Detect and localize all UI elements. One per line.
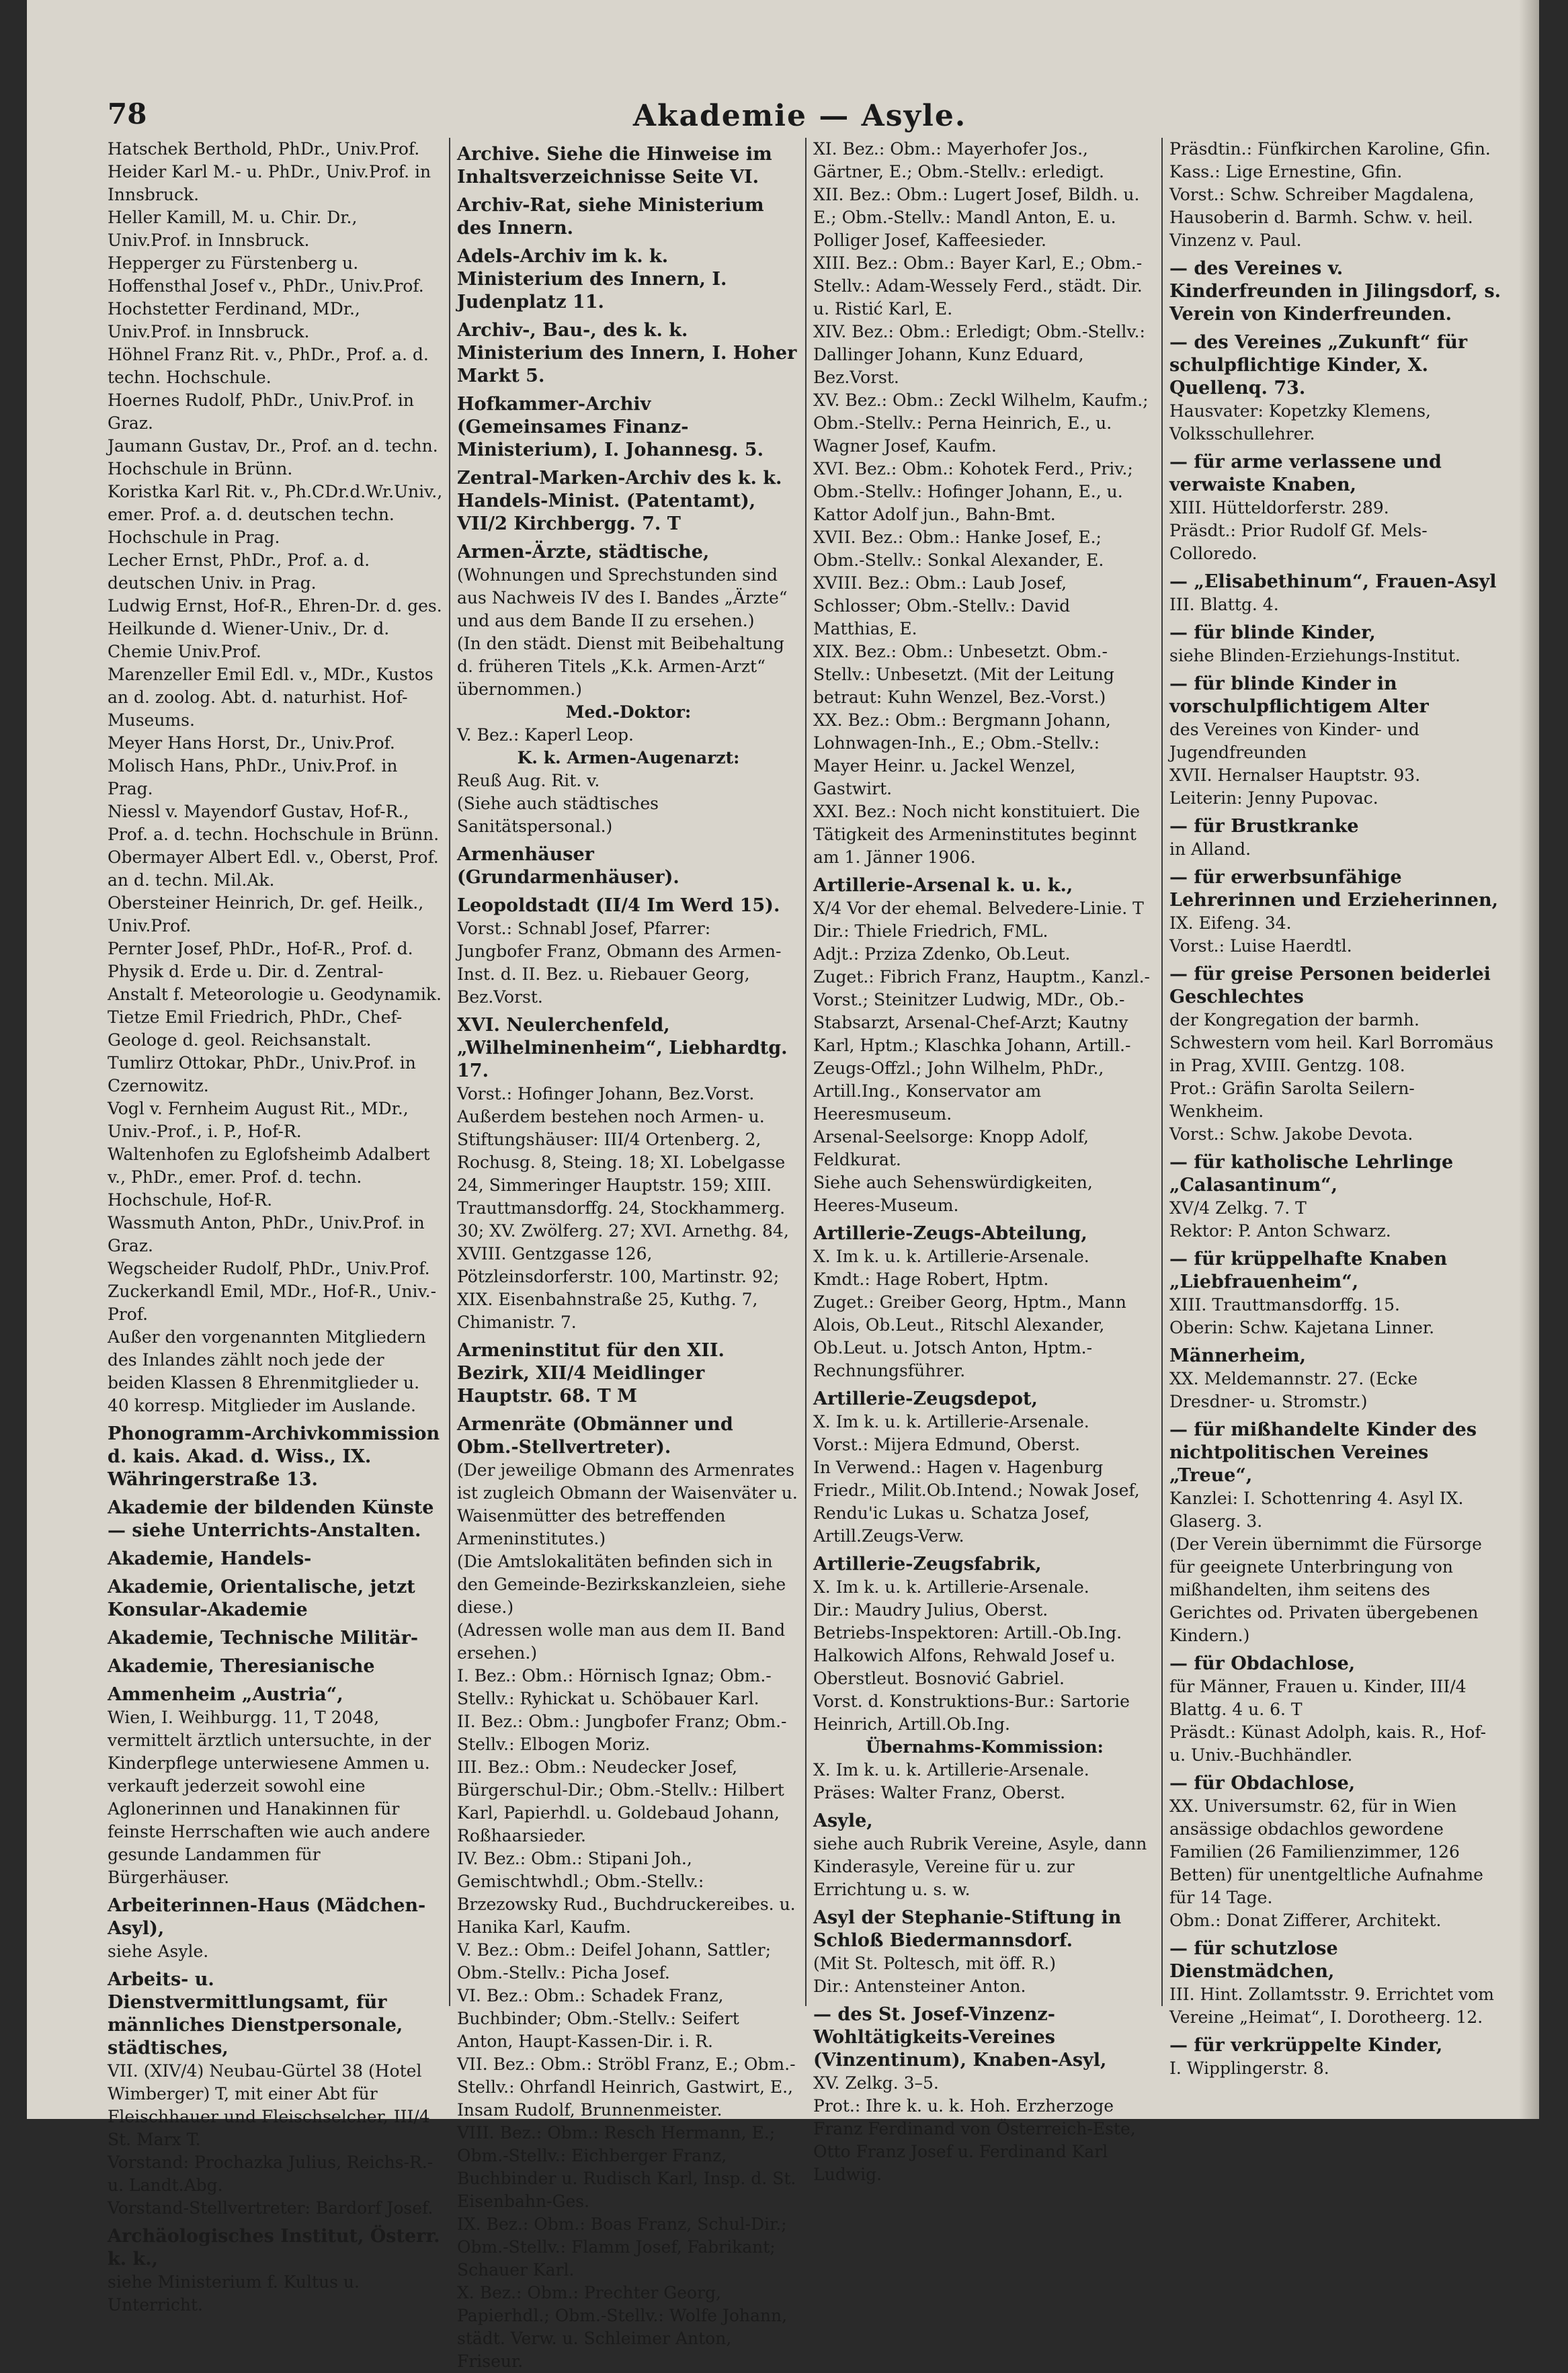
column-entry: (Adressen wolle man aus dem II. Band ersehen.) (457, 1620, 786, 1663)
column-entry: Hausvater: Kopetzky Klemens, Volksschullehrer. (1169, 401, 1431, 444)
column-entry: Hofkammer-Archiv (Gemeinsames Finanz-Ministerium), I. Johannesg. 5. (457, 394, 764, 460)
column-entry: (In den städt. Dienst mit Beibehaltung d. früheren Titels „K.k. Armen-Arzt“ übernommen.) (457, 634, 784, 699)
column-entry: siehe Blinden-Erziehungs-Institut. (1169, 646, 1461, 665)
column-entry: Asyl der Stephanie-Stiftung in Schloß Biedermannsdorf. (813, 1907, 1122, 1951)
column-entry: Übernahms-Kommission: (866, 1737, 1104, 1757)
column-entry: Arsenal-Seelsorge: Knopp Adolf, Feldkurat. (813, 1127, 1089, 1169)
column-entry: Archiv-Rat, siehe Ministerium des Innern. (457, 195, 764, 239)
column-entry: Asyle, (813, 1810, 873, 1831)
column-entry: Männerheim, (1169, 1345, 1307, 1366)
column-entry: für Männer, Frauen u. Kinder, III/4 Blattg. 4 u. 6. T (1169, 1677, 1467, 1719)
running-head: Akademie — Asyle. (632, 99, 967, 133)
column-entry: XIX. Bez.: Obm.: Unbesetzt. Obm.-Stellv.: Unbesetzt. (Mit der Leitung betraut: Kuhn Wenzel, Bez.-Vorst.) (813, 642, 1114, 707)
column-entry: — für blinde Kinder in vorschulpflichtigem Alter (1169, 673, 1429, 717)
column-entry: siehe auch Rubrik Vereine, Asyle, dann Kinderasyle, Vereine für u. zur Errichtung u. s. w. (813, 1834, 1147, 1899)
text-column-4 (1169, 138, 1505, 2087)
column-entry: — für Obdachlose, (1169, 1653, 1356, 1674)
document-page (27, 0, 1539, 2371)
column-entry: In Verwend.: Hagen v. Hagenburg Friedr., Milit.Ob.Intend.; Nowak Josef, Rendu'ic Lukas u. Schatza Josef, Artill.Zeugs-Verw. (813, 1458, 1140, 1546)
column-entry: Vorst.: Schw. Schreiber Magdalena, Hausoberin d. Barmh. Schw. v. heil. Vinzenz v. Paul. (1169, 185, 1475, 250)
page-edge (1519, 0, 1539, 2119)
column-entry: Artillerie-Zeugs-Abteilung, (813, 1223, 1087, 1244)
column-entry: K. k. Armen-Augenarzt: (517, 748, 740, 767)
column-entry: Wassmuth Anton, PhDr., Univ.Prof. in Graz. (108, 1213, 425, 1255)
column-entry: Artillerie-Zeugsfabrik, (813, 1554, 1042, 1575)
column-entry: Heider Karl M.- u. PhDr., Univ.Prof. in Innsbruck. (108, 162, 431, 204)
column-entry: Molisch Hans, PhDr., Univ.Prof. in Prag. (108, 756, 398, 798)
column-entry: Adjt.: Prziza Zdenko, Ob.Leut. (813, 944, 1071, 964)
column-entry: Zentral-Marken-Archiv des k. k. Handels-Minist. (Patentamt), VII/2 Kirchbergg. 7. T (457, 468, 782, 534)
column-entry: Prot.: Ihre k. u. k. Hoh. Erzherzoge Franz Ferdinand von Österreich-Este, Otto Franz Josef u. Ferdinand Karl Ludwig. (813, 2096, 1136, 2184)
column-entry: Vorst.: Mijera Edmund, Oberst. (813, 1435, 1081, 1454)
column-entry: Arbeiterinnen-Haus (Mädchen-Asyl), (108, 1895, 426, 1939)
column-entry: VIII. Bez.: Obm.: Resch Hermann, E.; Obm.-Stellv.: Eichberger Franz, Buchbinder u. Rudisch Karl, Insp. d. St. Eisenbahn-Ges. (457, 2123, 796, 2211)
column-entry: Vorstand-Stellvertreter: Bardorf Josef. (108, 2198, 434, 2218)
column-entry: Siehe auch Sehenswürdigkeiten, Heeres-Museum. (813, 1173, 1093, 1215)
column-entry: X. Im k. u. k. Artillerie-Arsenale. (813, 1577, 1089, 1597)
column-entry: Wegscheider Rudolf, PhDr., Univ.Prof. (108, 1259, 430, 1278)
column-entry: des Vereines von Kinder- und Jugendfreunden (1169, 720, 1419, 762)
column-rule (1161, 138, 1163, 2006)
column-entry: Koristka Karl Rit. v., Ph.CDr.d.Wr.Univ., emer. Prof. a. d. deutschen techn. Hochschule in Prag. (108, 482, 443, 547)
column-entry: — für mißhandelte Kinder des nichtpolitischen Vereines „Treue“, (1169, 1419, 1477, 1486)
column-entry: Obermayer Albert Edl. v., Oberst, Prof. an d. techn. Mil.Ak. (108, 847, 439, 890)
column-entry: Kanzlei: I. Schottenring 4. Asyl IX. Glaserg. 3. (1169, 1489, 1464, 1531)
column-entry: Vorstand: Prochazka Julius, Reichs-R.-u. Landt.Abg. (108, 2153, 434, 2195)
column-entry: XVI. Neulerchenfeld, „Wilhelminenheim“, Liebhardtg. 17. (457, 1015, 788, 1081)
column-entry: Akademie, Orientalische, jetzt Konsular-Akademie (108, 1577, 415, 1620)
column-entry: — für blinde Kinder, (1169, 622, 1376, 643)
column-entry: Lecher Ernst, PhDr., Prof. a. d. deutschen Univ. in Prag. (108, 550, 370, 593)
column-entry: Leiterin: Jenny Pupovac. (1169, 788, 1378, 808)
column-entry: IV. Bez.: Obm.: Stipani Joh., Gemischtwhdl.; Obm.-Stellv.: Brzezowsky Rud., Buchdruckereibes. u. Hanika Karl, Kaufm. (457, 1849, 796, 1937)
column-entry: V. Bez.: Kaperl Leop. (457, 725, 634, 745)
column-entry: — für verkrüppelte Kinder, (1169, 2035, 1443, 2056)
column-entry: XXI. Bez.: Noch nicht konstituiert. Die Tätigkeit des Armeninstitutes beginnt am 1. Jänner 1906. (813, 802, 1141, 867)
page-number: 78 (108, 97, 147, 130)
column-entry: I. Wipplingerstr. 8. (1169, 2058, 1329, 2078)
column-entry: Vorst. d. Konstruktions-Bur.: Sartorie Heinrich, Artill.Ob.Ing. (813, 1692, 1130, 1734)
text-column-2 (457, 138, 800, 2371)
column-entry: V. Bez.: Obm.: Deifel Johann, Sattler; Obm.-Stellv.: Picha Josef. (457, 1940, 772, 1983)
text-column-3 (813, 138, 1156, 2184)
column-entry: XVIII. Bez.: Obm.: Laub Josef, Schlosser; Obm.-Stellv.: David Matthias, E. (813, 573, 1071, 638)
column-entry: VII. (XIV/4) Neubau-Gürtel 38 (Hotel Wimberger) T, mit einer Abt für Fleischhauer und Fleischselcher, III/4 St. Marx T. (108, 2061, 430, 2149)
column-entry: Tietze Emil Friedrich, PhDr., Chef-Geologe d. geol. Reichsanstalt. (108, 1007, 403, 1050)
column-entry: Präsdt.: Künast Adolph, kais. R., Hof- u. Univ.-Buchhändler. (1169, 1722, 1487, 1765)
column-entry: — „Elisabethinum“, Frauen-Asyl (1169, 571, 1497, 592)
page-header (108, 91, 1492, 138)
column-entry: Armenhäuser (Grundarmenhäuser). (457, 844, 679, 888)
column-entry: (Der jeweilige Obmann des Armenrates ist zugleich Obmann der Waisenväter u. Waisenmütter des betreffenden Armeninstitutes.) (457, 1460, 798, 1548)
column-entry: Zuckerkandl Emil, MDr., Hof-R., Univ.-Prof. (108, 1282, 437, 1324)
column-entry: VI. Bez.: Obm.: Schadek Franz, Buchbinder; Obm.-Stellv.: Seifert Anton, Haupt-Kassen-Dir. i. R. (457, 1986, 739, 2051)
column-entry: Prot.: Gräfin Sarolta Seilern-Wenkheim. (1169, 1079, 1415, 1121)
column-entry: — für arme verlassene und verwaiste Knaben, (1169, 452, 1442, 495)
column-entry: XIII. Hütteldorferstr. 289. (1169, 498, 1389, 517)
column-entry: Kass.: Lige Ernestine, Gfin. (1169, 162, 1403, 181)
column-entry: Präses: Walter Franz, Oberst. (813, 1783, 1066, 1802)
column-entry: Armenräte (Obmänner und Obm.-Stellvertreter). (457, 1414, 733, 1458)
column-entry: Akademie, Technische Militär- (108, 1628, 419, 1649)
column-entry: Oberin: Schw. Kajetana Linner. (1169, 1318, 1435, 1337)
column-entry: III. Bez.: Obm.: Neudecker Josef, Bürgerschul-Dir.; Obm.-Stellv.: Hilbert Karl, Papierhdl. u. Goldebaud Johann, Roßhaarsieder. (457, 1757, 784, 1845)
column-entry: Meyer Hans Horst, Dr., Univ.Prof. (108, 733, 395, 753)
column-entry: X. Im k. u. k. Artillerie-Arsenale. (813, 1247, 1089, 1266)
column-entry: Außerdem bestehen noch Armen- u. Stiftungshäuser: III/4 Ortenberg. 2, Rochusg. 8, Steing. 18; XI. Lobelgasse 24, Simmeringer Hauptstr. 159; XIII. Trauttmansdorffg. 24, Stockhammerg. 30; XV. Zwölferg. 27; XVI. Arnethg. 84, XVIII. Gentzgasse 126, Pötzleinsdorferstr. 100, Martinstr. 92; XIX. Eisenbahnstraße 25, Kuthg. 7, Chimanistr. 7. (457, 1107, 789, 1332)
column-entry: X/4 Vor der ehemal. Belvedere-Linie. T (813, 899, 1144, 918)
column-entry: Präsdtin.: Fünfkirchen Karoline, Gfin. (1169, 139, 1491, 159)
column-entry: Außer den vorgenannten Mitgliedern des Inlandes zählt noch jede der beiden Klassen 8 Ehrenmitglieder u. 40 korresp. Mitglieder im Auslande. (108, 1327, 426, 1415)
column-entry: Zuget.: Fibrich Franz, Hauptm., Kanzl.-Vorst.; Steinitzer Ludwig, MDr., Ob.-Stabsarzt, Arsenal-Chef-Arzt; Kautny Karl, Hptm.; Klaschka Johann, Artill.-Zeugs-Offzl.; John Wilhelm, PhDr., Artill.Ing., Konservator am Heeresmuseum. (813, 967, 1150, 1124)
column-entry: I. Bez.: Obm.: Hörnisch Ignaz; Obm.-Stellv.: Ryhickat u. Schöbauer Karl. (457, 1666, 772, 1708)
column-entry: Adels-Archiv im k. k. Ministerium des Innern, I. Judenplatz 11. (457, 246, 727, 313)
column-entry: (Wohnungen und Sprechstunden sind aus Nachweis IV des I. Bandes „Ärzte“ und aus dem Bande II zu ersehen.) (457, 565, 788, 630)
column-entry: XVII. Hernalser Hauptstr. 93. (1169, 765, 1421, 785)
column-entry: X. Bez.: Obm.: Prechter Georg, Papierhdl.; Obm.-Stellv.: Wolfe Johann, städt. Verw. u. Schleimer Anton, Friseur. (457, 2283, 788, 2371)
column-entry: Archäologisches Institut, Österr. k. k., (108, 2226, 440, 2270)
column-entry: XIII. Bez.: Obm.: Bayer Karl, E.; Obm.-Stellv.: Adam-Wessely Ferd., städt. Dir. u. Ristić Karl, E. (813, 253, 1143, 319)
column-entry: Obm.: Donat Zifferer, Architekt. (1169, 1911, 1442, 1930)
column-entry: — des St. Josef-Vinzenz-Wohltätigkeits-Vereines (Vinzentinum), Knaben-Asyl, (813, 2004, 1107, 2071)
column-entry: Hoernes Rudolf, PhDr., Univ.Prof. in Graz. (108, 390, 414, 433)
column-entry: in Alland. (1169, 839, 1251, 859)
column-entry: (Der Verein übernimmt die Fürsorge für geeignete Unterbringung von mißhandelten, ihm seitens des Gerichtes od. Privaten übergebenen Kindern.) (1169, 1534, 1482, 1645)
column-entry: XV. Zelkg. 3–5. (813, 2073, 939, 2093)
column-entry: Phonogramm-Archivkommission d. kais. Akad. d. Wiss., IX. Währingerstraße 13. (108, 1423, 440, 1490)
column-entry: Obersteiner Heinrich, Dr. gef. Heilk., Univ.Prof. (108, 893, 424, 935)
column-entry: Archiv-, Bau-, des k. k. Ministerium des Innern, I. Hoher Markt 5. (457, 320, 797, 386)
column-entry: XII. Bez.: Obm.: Lugert Josef, Bildh. u. E.; Obm.-Stellv.: Mandl Anton, E. u. Polliger Josef, Kaffeesieder. (813, 185, 1140, 250)
column-entry: III. Hint. Zollamtsstr. 9. Errichtet vom Vereine „Heimat“, I. Dorotheerg. 12. (1169, 1985, 1494, 2027)
column-entry: Armen-Ärzte, städtische, (457, 542, 710, 563)
column-entry: Niessl v. Mayendorf Gustav, Hof-R., Prof. a. d. techn. Hochschule in Brünn. (108, 802, 440, 844)
column-entry: Akademie, Handels- (108, 1548, 312, 1569)
column-entry: siehe Ministerium f. Kultus u. Unterricht. (108, 2272, 360, 2315)
column-entry: (Siehe auch städtisches Sanitätspersonal.) (457, 794, 659, 836)
column-entry: Artillerie-Arsenal k. u. k., (813, 875, 1073, 896)
column-entry: — für schutzlose Dienstmädchen, (1169, 1938, 1338, 1982)
text-column-1 (108, 138, 444, 2315)
column-entry: der Kongregation der barmh. Schwestern vom heil. Karl Borromäus in Prag, XVIII. Gentzg. 108. (1169, 1010, 1494, 1075)
column-entry: Zuget.: Greiber Georg, Hptm., Mann Alois, Ob.Leut., Ritschl Alexander, Ob.Leut. u. Jotsch Anton, Hptm.-Rechnungsführer. (813, 1292, 1126, 1380)
column-entry: Vorst.: Hofinger Johann, Bez.Vorst. (457, 1084, 755, 1104)
column-entry: siehe Asyle. (108, 1942, 209, 1961)
column-entry: Tumlirz Ottokar, PhDr., Univ.Prof. in Czernowitz. (108, 1053, 416, 1095)
column-entry: III. Blattg. 4. (1169, 595, 1279, 614)
column-entry: Wien, I. Weihburgg. 11, T 2048, vermittelt ärztlich untersuchte, in der Kinderpflege unterwiesene Ammen u. verkauft jederzeit sowohl eine Aglonerinnen und Hanakinnen für feinste Herrschaften wie auch andere gesunde Landammen für Bürgerhäuser. (108, 1708, 431, 1887)
column-entry: Reuß Aug. Rit. v. (457, 771, 600, 790)
column-entry: Akademie, Theresianische (108, 1656, 375, 1677)
column-entry: — für Brustkranke (1169, 816, 1359, 837)
column-entry: XI. Bez.: Obm.: Mayerhofer Jos., Gärtner, E.; Obm.-Stellv.: erledigt. (813, 139, 1104, 181)
column-entry: IX. Eifeng. 34. (1169, 913, 1292, 933)
column-entry: Med.-Doktor: (565, 702, 692, 722)
column-entry: XV. Bez.: Obm.: Zeckl Wilhelm, Kaufm.; Obm.-Stellv.: Perna Heinrich, E., u. Wagner Josef, Kaufm. (813, 390, 1149, 456)
column-entry: — des Vereines „Zukunft“ für schulpflichtige Kinder, X. Quellenq. 73. (1169, 332, 1468, 399)
column-rule (449, 138, 450, 2006)
column-entry: (Mit St. Poltesch, mit öff. R.) (813, 1954, 1056, 1973)
column-entry: — für krüppelhafte Knaben „Liebfrauenheim“, (1169, 1249, 1448, 1292)
column-entry: — für katholische Lehrlinge „Calasantinum“, (1169, 1152, 1454, 1196)
column-entry: Archive. Siehe die Hinweise im Inhaltsverzeichnisse Seite VI. (457, 144, 772, 188)
column-entry: Hepperger zu Fürstenberg u. Hoffensthal Josef v., PhDr., Univ.Prof. (108, 253, 424, 296)
column-entry: Jaumann Gustav, Dr., Prof. an d. techn. Hochschule in Brünn. (108, 436, 438, 478)
column-entry: II. Bez.: Obm.: Jungbofer Franz; Obm.-Stellv.: Elbogen Moriz. (457, 1712, 787, 1754)
column-entry: X. Im k. u. k. Artillerie-Arsenale. (813, 1760, 1089, 1780)
column-entry: Artillerie-Zeugsdepot, (813, 1388, 1038, 1409)
column-entry: Vorst.: Schw. Jakobe Devota. (1169, 1124, 1413, 1144)
column-entry: — für greise Personen beiderlei Geschlechtes (1169, 964, 1491, 1007)
column-entry: Hochstetter Ferdinand, MDr., Univ.Prof. in Innsbruck. (108, 299, 360, 341)
column-entry: XX. Meldemannstr. 27. (Ecke Dresdner- u. Stromstr.) (1169, 1369, 1418, 1411)
column-entry: Dir.: Thiele Friedrich, FML. (813, 921, 1048, 941)
column-entry: XVII. Bez.: Obm.: Hanke Josef, E.; Obm.-Stellv.: Sonkal Alexander, E. (813, 528, 1104, 570)
column-entry: Akademie der bildenden Künste — siehe Unterrichts-Anstalten. (108, 1497, 434, 1541)
column-entry: (Die Amtslokalitäten befinden sich in den Gemeinde-Bezirkskanzleien, siehe diese.) (457, 1552, 786, 1617)
column-entry: Ammenheim „Austria“, (108, 1684, 343, 1705)
column-entry: Dir.: Maudry Julius, Oberst. (813, 1600, 1048, 1620)
column-entry: XIII. Trauttmansdorffg. 15. (1169, 1295, 1401, 1315)
column-entry: Arbeits- u. Dienstvermittlungsamt, für männliches Dienstpersonale, städtisches, (108, 1969, 403, 2058)
column-entry: XV/4 Zelkg. 7. T (1169, 1198, 1307, 1218)
column-entry: — des Vereines v. Kinderfreunden in Jilingsdorf, s. Verein von Kinderfreunden. (1169, 258, 1501, 325)
column-entry: VII. Bez.: Obm.: Ströbl Franz, E.; Obm.-Stellv.: Ohrfandl Heinrich, Gastwirt, E., Insam Rudolf, Brunnenmeister. (457, 2054, 796, 2120)
column-entry: Rektor: P. Anton Schwarz. (1169, 1221, 1391, 1241)
column-entry: Leopoldstadt (II/4 Im Werd 15). (457, 895, 780, 916)
column-entry: — für Obdachlose, (1169, 1773, 1356, 1794)
column-entry: XX. Universumstr. 62, für in Wien ansässige obdachlos gewordene Familien (26 Familienzimmer, 126 Betten) für unentgeltliche Aufnahme für 14 Tage. (1169, 1796, 1483, 1907)
column-entry: XX. Bez.: Obm.: Bergmann Johann, Lohnwagen-Inh., E.; Obm.-Stellv.: Mayer Heinr. u. Jackel Wenzel, Gastwirt. (813, 710, 1111, 798)
column-rule (805, 138, 807, 2006)
column-entry: Vorst.: Schnabl Josef, Pfarrer: Jungbofer Franz, Obmann des Armen-Inst. d. II. Bez. u. Riebauer Georg, Bez.Vorst. (457, 919, 782, 1007)
column-entry: Marenzeller Emil Edl. v., MDr., Kustos an d. zoolog. Abt. d. naturhist. Hof-Museums. (108, 665, 434, 730)
column-entry: Heller Kamill, M. u. Chir. Dr., Univ.Prof. in Innsbruck. (108, 208, 358, 250)
column-entry: Pernter Josef, PhDr., Hof-R., Prof. d. Physik d. Erde u. Dir. d. Zentral-Anstalt f. Meteorologie u. Geodynamik. (108, 939, 442, 1004)
column-entry: XVI. Bez.: Obm.: Kohotek Ferd., Priv.; Obm.-Stellv.: Hofinger Johann, E., u. Kattor Adolf jun., Bahn-Bmt. (813, 459, 1133, 524)
column-entry: X. Im k. u. k. Artillerie-Arsenale. (813, 1412, 1089, 1431)
column-entry: — für erwerbsunfähige Lehrerinnen und Erzieherinnen, (1169, 867, 1499, 911)
column-entry: Vogl v. Fernheim August Rit., MDr., Univ.-Prof., i. P., Hof-R. (108, 1099, 409, 1141)
column-entry: Höhnel Franz Rit. v., PhDr., Prof. a. d. techn. Hochschule. (108, 345, 429, 387)
column-entry: Vorst.: Luise Haerdtl. (1169, 936, 1352, 956)
column-entry: IX. Bez.: Obm.: Boas Franz, Schul-Dir.; Obm.-Stellv.: Flamm Josef, Fabrikant; Schauer Karl. (457, 2214, 787, 2280)
column-entry: Betriebs-Inspektoren: Artill.-Ob.Ing. Halkowich Alfons, Rehwald Josef u. Oberstleut. Bosnović Gabriel. (813, 1623, 1122, 1688)
column-entry: Ludwig Ernst, Hof-R., Ehren-Dr. d. ges. Heilkunde d. Wiener-Univ., Dr. d. Chemie Univ.Prof. (108, 596, 442, 661)
column-entry: Waltenhofen zu Eglofsheimb Adalbert v., PhDr., emer. Prof. d. techn. Hochschule, Hof-R. (108, 1144, 430, 1210)
column-entry: Kmdt.: Hage Robert, Hptm. (813, 1269, 1049, 1289)
column-entry: Armeninstitut für den XII. Bezirk, XII/4 Meidlinger Hauptstr. 68. T M (457, 1340, 725, 1407)
column-entry: XIV. Bez.: Obm.: Erledigt; Obm.-Stellv.: Dallinger Johann, Kunz Eduard, Bez.Vorst. (813, 322, 1145, 387)
column-entry: Dir.: Antensteiner Anton. (813, 1976, 1026, 1996)
column-entry: Hatschek Berthold, PhDr., Univ.Prof. (108, 139, 420, 159)
column-entry: Präsdt.: Prior Rudolf Gf. Mels-Colloredo. (1169, 521, 1428, 563)
